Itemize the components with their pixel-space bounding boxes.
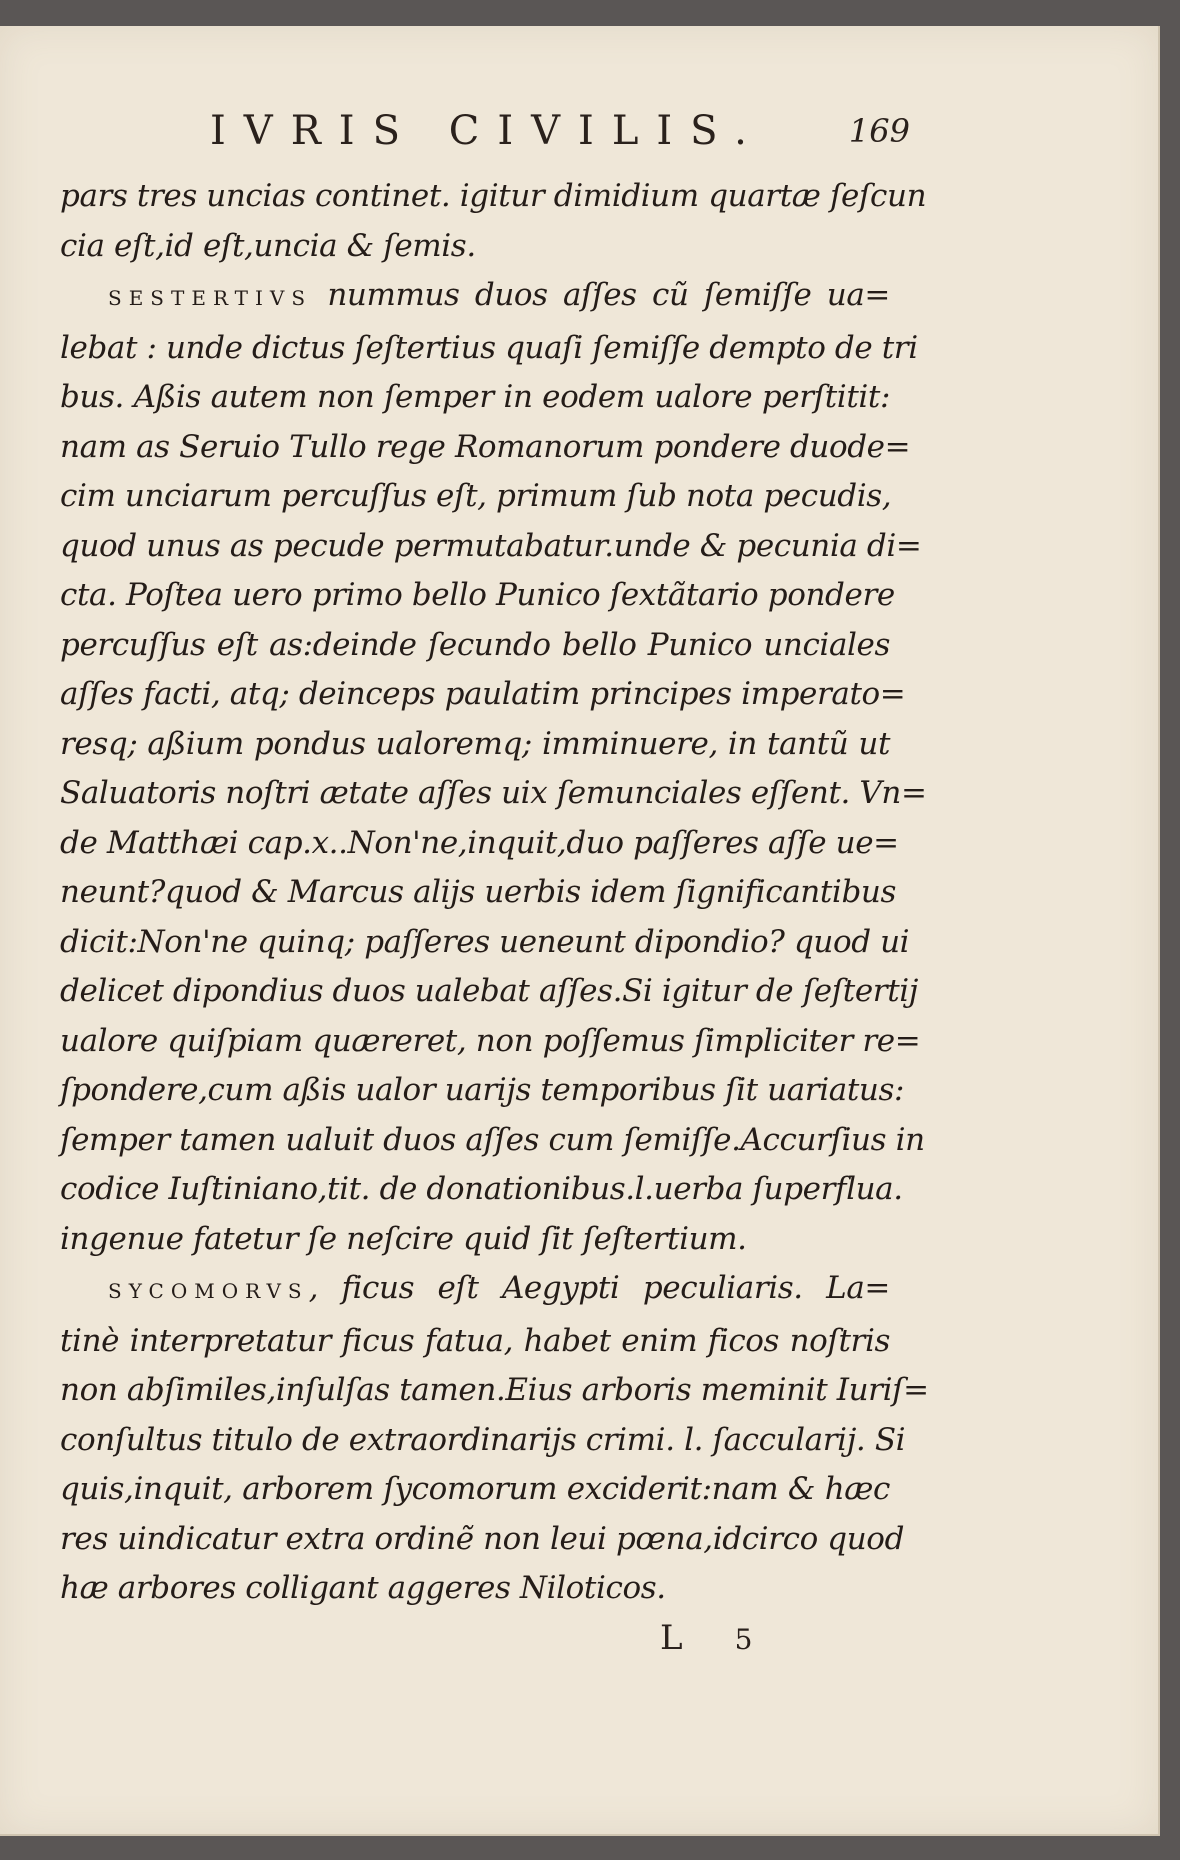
text-line: codice Iuſtiniano,tit. de donationibus.l.uerba ſuperflua.: [60, 1171, 903, 1207]
text-line: ualore quiſpiam quæreret, non poſſemus ſimpliciter re=: [60, 1022, 921, 1059]
text-line: quod unus as pecude permutabatur.unde & pecunia di=: [60, 527, 922, 564]
text-line: dicit:Non'ne quinq; paſſeres ueneunt dipondio? quod ui: [60, 923, 910, 960]
folio-number: 169: [848, 112, 910, 150]
text-line: bus. Aßis autem non ſemper in eodem ualore perſtitit:: [60, 379, 890, 415]
text-line: neunt?quod & Marcus alijs uerbis idem ſignificantibus: [60, 874, 896, 910]
text-line: de Matthæi cap.x..Non'ne,inquit,duo paſſeres aſſe ue=: [60, 824, 899, 861]
text-line: nam as Seruio Tullo rege Romanorum pondere duode=: [60, 428, 911, 465]
text-block: [60, 172, 929, 1614]
text-line: ingenue fatetur ſe neſcire quid ſit ſeſtertium.: [60, 1220, 747, 1257]
text-line: lebat : unde dictus ſeſtertius quaſi ſemiſſe dempto de tri: [60, 329, 918, 366]
text-line: SYCOMORVS, ficus eſt Aegypti peculiaris. La=: [108, 1270, 890, 1306]
text-line: ſemper tamen ualuit duos aſſes cum ſemiſſe.Accurſius in: [60, 1121, 925, 1158]
text-line: non abſimiles,inſulſas tamen.Eius arboris meminit Iuriſ=: [60, 1372, 929, 1408]
text-line: cta. Poſtea uero primo bello Punico ſextãtario pondere: [60, 577, 895, 613]
text-line: percuſſus eſt as:deinde ſecundo bello Punico unciales: [60, 626, 890, 663]
entry-headword: SYCOMORVS: [108, 1279, 309, 1303]
signature-mark: [660, 1618, 800, 1658]
text-line: SESTERTIVS nummus duos aſſes cũ ſemiſſe ua=: [108, 277, 890, 313]
text-line: hæ arbores colligant aggeres Niloticos.: [60, 1570, 666, 1606]
text-line: cim unciarum percuſſus eſt, primum ſub nota pecudis,: [60, 478, 892, 514]
running-head-title: IVRIS CIVILIS.: [210, 108, 765, 154]
text-line: quis,inquit, arborem ſycomorum exciderit:nam & hæc: [60, 1471, 890, 1507]
entry-headword: SESTERTIVS: [108, 286, 313, 310]
text-line: res uindicatur extra ordinẽ non leui pœna,idcirco quod: [60, 1520, 905, 1557]
text-line: pars tres uncias continet. igitur dimidium quartæ ſeſcun: [60, 178, 927, 214]
running-head: [210, 108, 910, 158]
text-line: tinè interpretatur ficus fatua, habet enim ficos noſtris: [60, 1322, 890, 1359]
text-line: conſultus titulo de extraordinarijs crimi. l. ſaccularij. Si: [60, 1421, 906, 1458]
signature-letter: L: [660, 1618, 683, 1658]
signature-number: 5: [734, 1623, 753, 1656]
text-line: cia eſt,id eſt,uncia & ſemis.: [60, 227, 476, 264]
text-line: resq; aßium pondus ualoremq; imminuere, in tantũ ut: [60, 725, 890, 762]
book-page: [0, 26, 1160, 1836]
text-line: Saluatoris noſtri ætate aſſes uix ſemunciales eſſent. Vn=: [60, 775, 927, 811]
text-line: ſpondere,cum aßis ualor uarijs temporibus ſit uariatus:: [60, 1072, 905, 1108]
text-line: delicet dipondius duos ualebat aſſes.Si igitur de ſeſtertij: [60, 973, 918, 1009]
text-line: aſſes facti, atq; deinceps paulatim principes imperato=: [60, 676, 906, 712]
